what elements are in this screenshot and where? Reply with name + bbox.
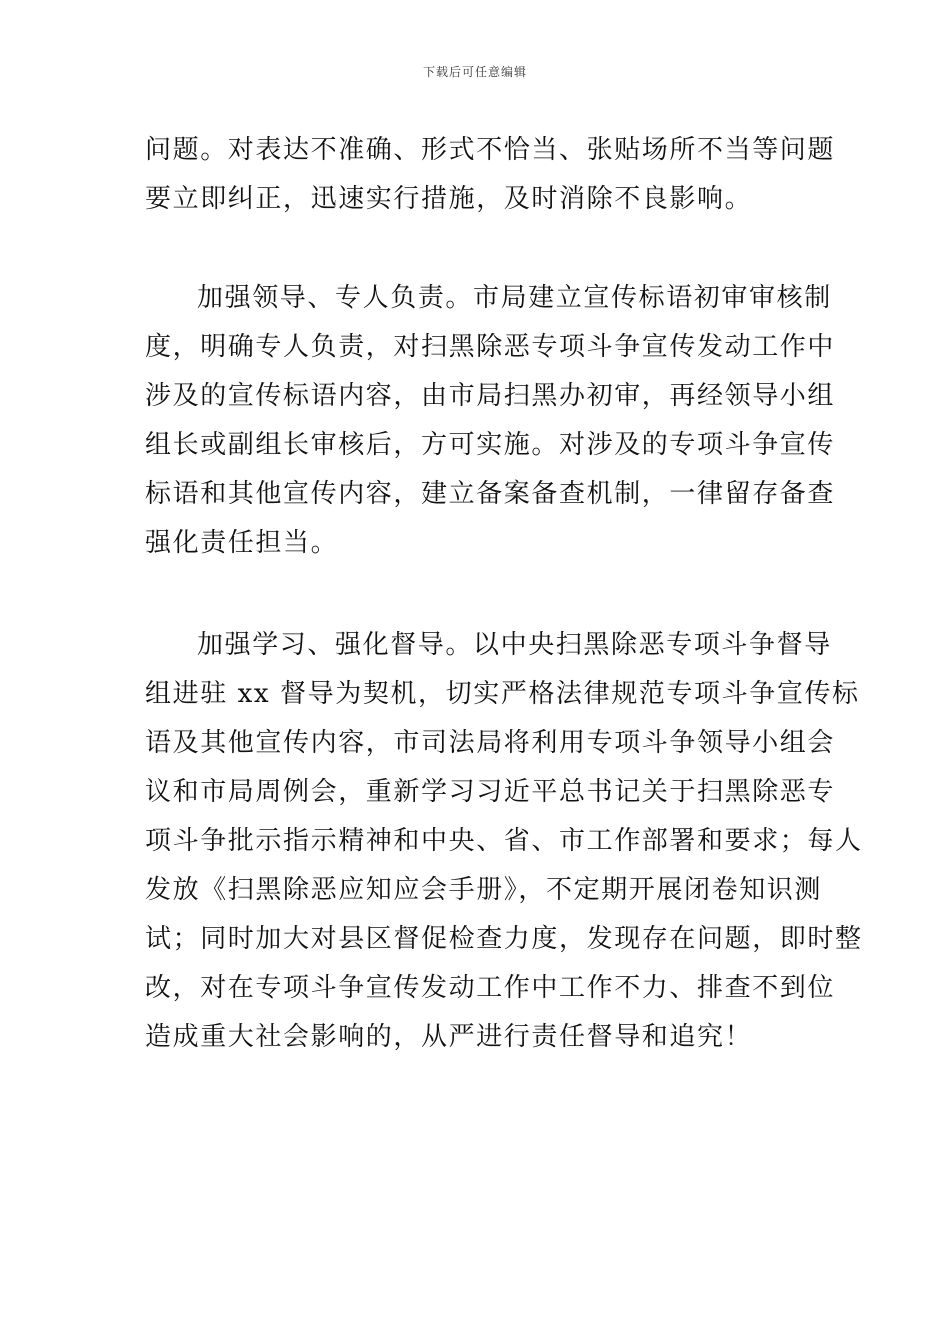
page-header: 下载后可任意编辑 [422,65,527,79]
text-line: 标语和其他宣传内容，建立备案备查机制，一律留存备查 [145,479,836,509]
text-line: 语及其他宣传内容，市司法局将利用专项斗争领导小组会 [145,728,836,758]
text-line: 组长或副组长审核后，方可实施。对涉及的专项斗争宣传 [145,430,836,460]
text-line: 改，对在专项斗争宣传发动工作中工作不力、排查不到位 [145,973,836,1003]
text-line: 度，明确专人负责，对扫黑除恶专项斗争宣传发动工作中 [145,332,836,362]
text-line: 发放《扫黑除恶应知应会手册》，不定期开展闭卷知识测 [145,875,823,905]
text-line: 强化责任担当。 [145,528,339,558]
paragraph-leadership [145,274,836,568]
text-line: 试；同时加大对县区督促检查力度，发现存在问题，即时整 [145,924,863,954]
text-line: 涉及的宣传标语内容，由市局扫黑办初审，再经领导小组 [145,381,836,411]
text-line: 议和市局周例会，重新学习习近平总书记关于扫黑除恶专 [145,777,836,807]
text-line: 问题。对表达不准确、形式不恰当、张贴场所不当等问题 [145,135,836,165]
text-line: 要立即纠正，迅速实行措施，及时消除不良影响。 [145,184,753,214]
text-line: 加强领导、专人负责。市局建立宣传标语初审审核制 [197,283,832,313]
text-line: 造成重大社会影响的，从严进行责任督导和追究！ [145,1022,753,1052]
text-line: 组进驻 xx 督导为契机，切实严格法律规范专项斗争宣传标 [145,679,860,709]
text-line: 项斗争批示指示精神和中央、省、市工作部署和要求；每人 [145,826,863,856]
text-line: 加强学习、强化督导。以中央扫黑除恶专项斗争督导 [197,630,832,660]
paragraph-study-supervision [145,621,863,1062]
paragraph-continuation [145,126,836,224]
